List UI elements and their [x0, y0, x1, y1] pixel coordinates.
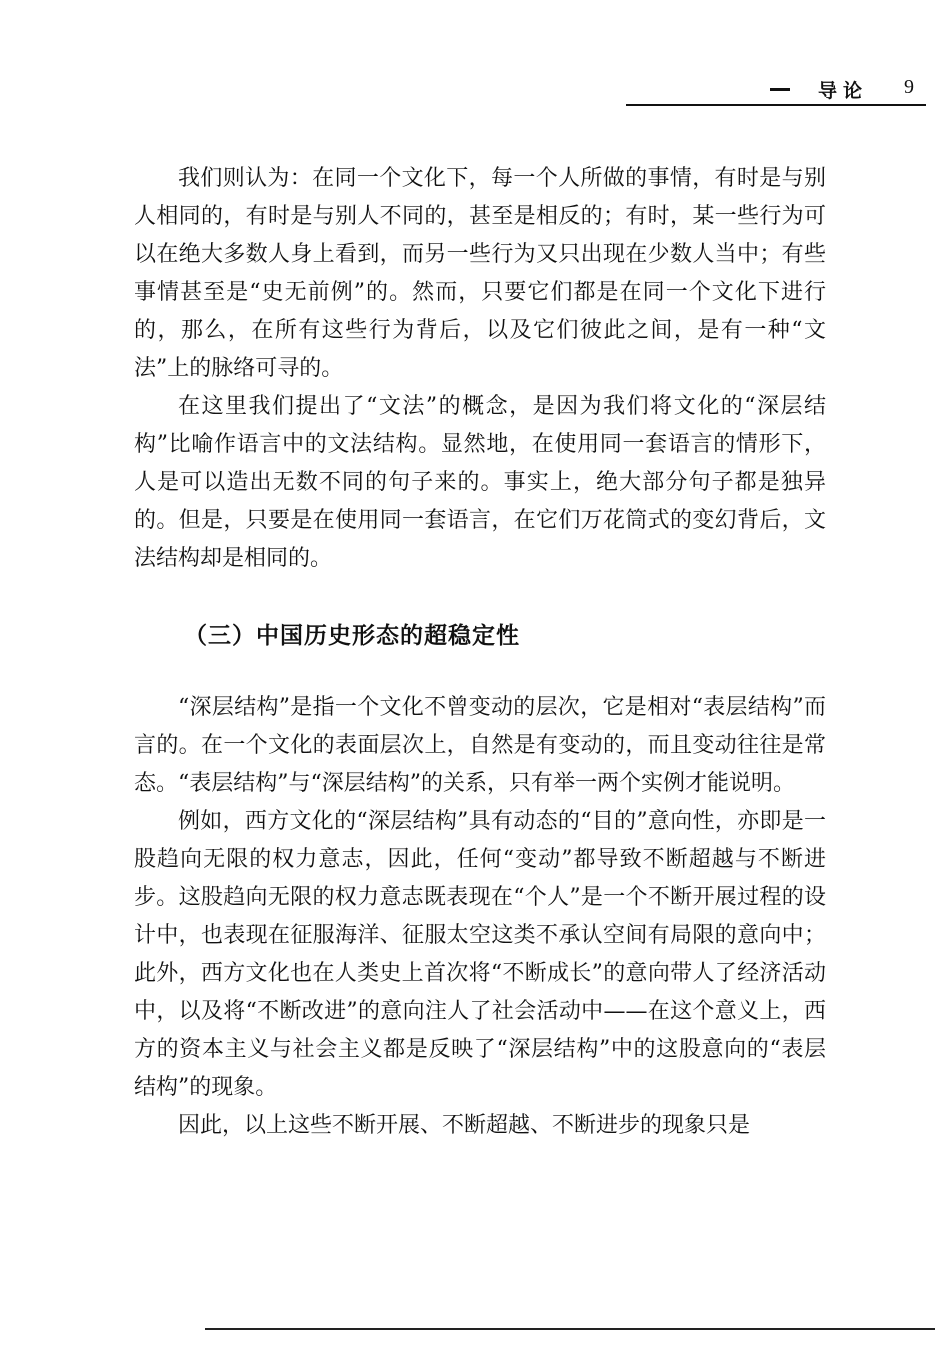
paragraph: “深层结构”是指一个文化不曾变动的层次，它是相对“表层结构”而言的。在一个文化的表面层次上，自然是有变动的，而且变动往往是常态。“表层结构”与“深层结构”的关系，只有举一两个实例才能说明。 [134, 695, 826, 796]
running-head [770, 76, 920, 102]
running-head-dash [770, 88, 790, 91]
header-rule [626, 104, 926, 106]
body-text-section-1 [134, 160, 826, 578]
section-heading: （三）中国历史形态的超稳定性 [184, 623, 520, 649]
paragraph: 因此，以上这些不断开展、不断超越、不断进步的现象只是 [178, 1113, 751, 1138]
chapter-title: 导论 [818, 80, 869, 102]
paragraph: 例如，西方文化的“深层结构”具有动态的“目的”意向性，亦即是一股趋向无限的权力意志，因此，任何“变动”都导致不断超越与不断进步。这股趋向无限的权力意志既表现在“个人”是一个不断开展过程的设计中，也表现在征服海洋、征服太空这类不承认空间有局限的意向中；此外，西方文化也在人类史上首次将“不断成长”的意向带人了经济活动中，以及将“不断改进”的意向注人了社会活动中——在这个意义上，西方的资本主义与社会主义都是反映了“深层结构”中的这股意向的“表层结构”的现象。 [134, 809, 826, 1100]
paragraph: 在这里我们提出了“文法”的概念，是因为我们将文化的“深层结构”比喻作语言中的文法结构。显然地，在使用同一套语言的情形下，人是可以造出无数不同的句子来的。事实上，绝大部分句子都是独异的。但是，只要是在使用同一套语言，在它们万花筒式的变幻背后，文法结构却是相同的。 [134, 394, 826, 571]
page-number: 9 [904, 76, 914, 98]
body-text-section-2 [134, 689, 826, 1145]
paragraph: 我们则认为：在同一个文化下，每一个人所做的事情，有时是与别人相同的，有时是与别人不同的，甚至是相反的；有时，某一些行为可以在绝大多数人身上看到，而另一些行为又只出现在少数人当中；有些事情甚至是“史无前例”的。然而，只要它们都是在同一个文化下进行的，那么，在所有这些行为背后，以及它们彼此之间，是有一种“文法”上的脉络可寻的。 [134, 166, 826, 381]
footer-rule [205, 1328, 935, 1330]
